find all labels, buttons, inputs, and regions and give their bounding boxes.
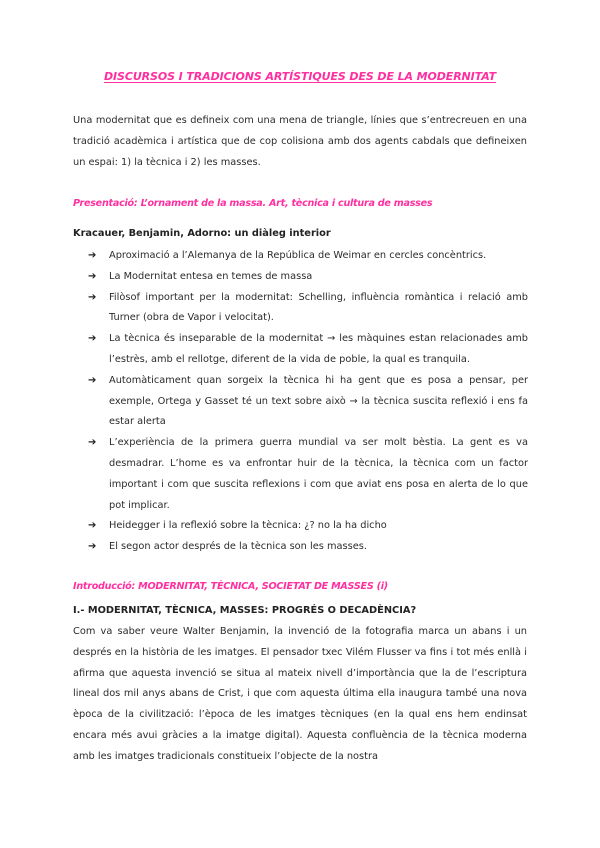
intro-paragraph: Una modernitat que es defineix com una mena de triangle, línies que s’entrecreuen en una tradició acadèmica i artística que de cop colisiona amb dos agents cabdals que defineixen un espai: 1) la tècnica i 2) les masses.	[73, 115, 527, 168]
arrow-right-icon: ➔	[88, 541, 97, 553]
list-item	[88, 267, 528, 288]
arrow-right-icon: ➔	[88, 520, 97, 532]
list-item	[88, 329, 528, 371]
list-item-text: El segon actor després de la tècnica son les masses.	[109, 541, 367, 553]
body-paragraph: Com va saber veure Walter Benjamin, la invenció de la fotografia marca un abans i un després en la història de les imatges. El pensador txec Vilém Flusser va fins i tot més enllà i afirma que aquesta invenció se situa al mateix nivell d’importància que la de l’escriptura lineal dos mil anys abans de Crist, i que com aquesta última ella inaugura també una nova època de la civilització: l’època de les imatges tècniques (en la qual ens hem endinsat encara més avui gràcies a la imatge digital). Aquesta confluència de la tècnica moderna amb les imatges tradicionals constitueix l’objecte de la nostra	[73, 626, 527, 762]
list-item-text: Automàticament quan sorgeix la tècnica hi ha gent que es posa a pensar, per exemple, Ortega y Gasset té un text sobre això → la tècnica suscita reflexió i ens fa estar alerta	[109, 374, 528, 428]
arrow-right-icon: ➔	[88, 333, 97, 345]
arrow-right-icon: ➔	[88, 270, 97, 282]
list-item-text: Heidegger i la reflexió sobre la tècnica: ¿? no la ha dicho	[109, 520, 387, 532]
list-item-text: L’experiència de la primera guerra mundial va ser molt bèstia. La gent es va desmadrar. L’home es va enfrontar huir de la tècnica, la tècnica com un factor important i com que suscita reflexions i com que aviat ens posa en alerta de lo que pot implicar.	[109, 437, 528, 511]
section-heading-introduccio: Introducció: MODERNITAT, TÈCNICA, SOCIETAT DE MASSES (i)	[73, 581, 388, 592]
section-heading-presentacio: Presentació: L’ornament de la massa. Art, tècnica i cultura de masses	[73, 198, 433, 209]
list-item	[88, 246, 528, 267]
list-item	[88, 433, 528, 516]
bullet-list	[88, 246, 528, 558]
subheading-kracauer: Kracauer, Benjamin, Adorno: un diàleg interior	[73, 228, 331, 239]
list-item-text: Aproximació a l’Alemanya de la República de Weimar en cercles concèntrics.	[109, 250, 487, 261]
subheading-modernitat: I.- MODERNITAT, TÈCNICA, MASSES: PROGRÉS O DECADÈNCIA?	[73, 605, 417, 616]
list-item	[88, 288, 528, 330]
list-item	[88, 537, 528, 558]
list-item-text: La Modernitat entesa en temes de massa	[109, 270, 313, 282]
arrow-right-icon: ➔	[88, 374, 97, 386]
arrow-right-icon: ➔	[88, 437, 97, 449]
list-item-text: La tècnica és inseparable de la modernitat → les màquines estan relacionades amb l’estrès, amb el rellotge, diferent de la vida de poble, la qual es tranquila.	[109, 333, 528, 365]
arrow-right-icon: ➔	[88, 250, 97, 261]
list-item-text: Filòsof important per la modernitat: Schelling, influència romàntica i relació amb Turner (obra de Vapor i velocitat).	[109, 291, 528, 324]
document-title: DISCURSOS I TRADICIONS ARTÍSTIQUES DES DE LA MODERNITAT	[104, 70, 496, 83]
arrow-right-icon: ➔	[88, 291, 97, 303]
list-item	[88, 516, 528, 537]
list-item	[88, 371, 528, 433]
